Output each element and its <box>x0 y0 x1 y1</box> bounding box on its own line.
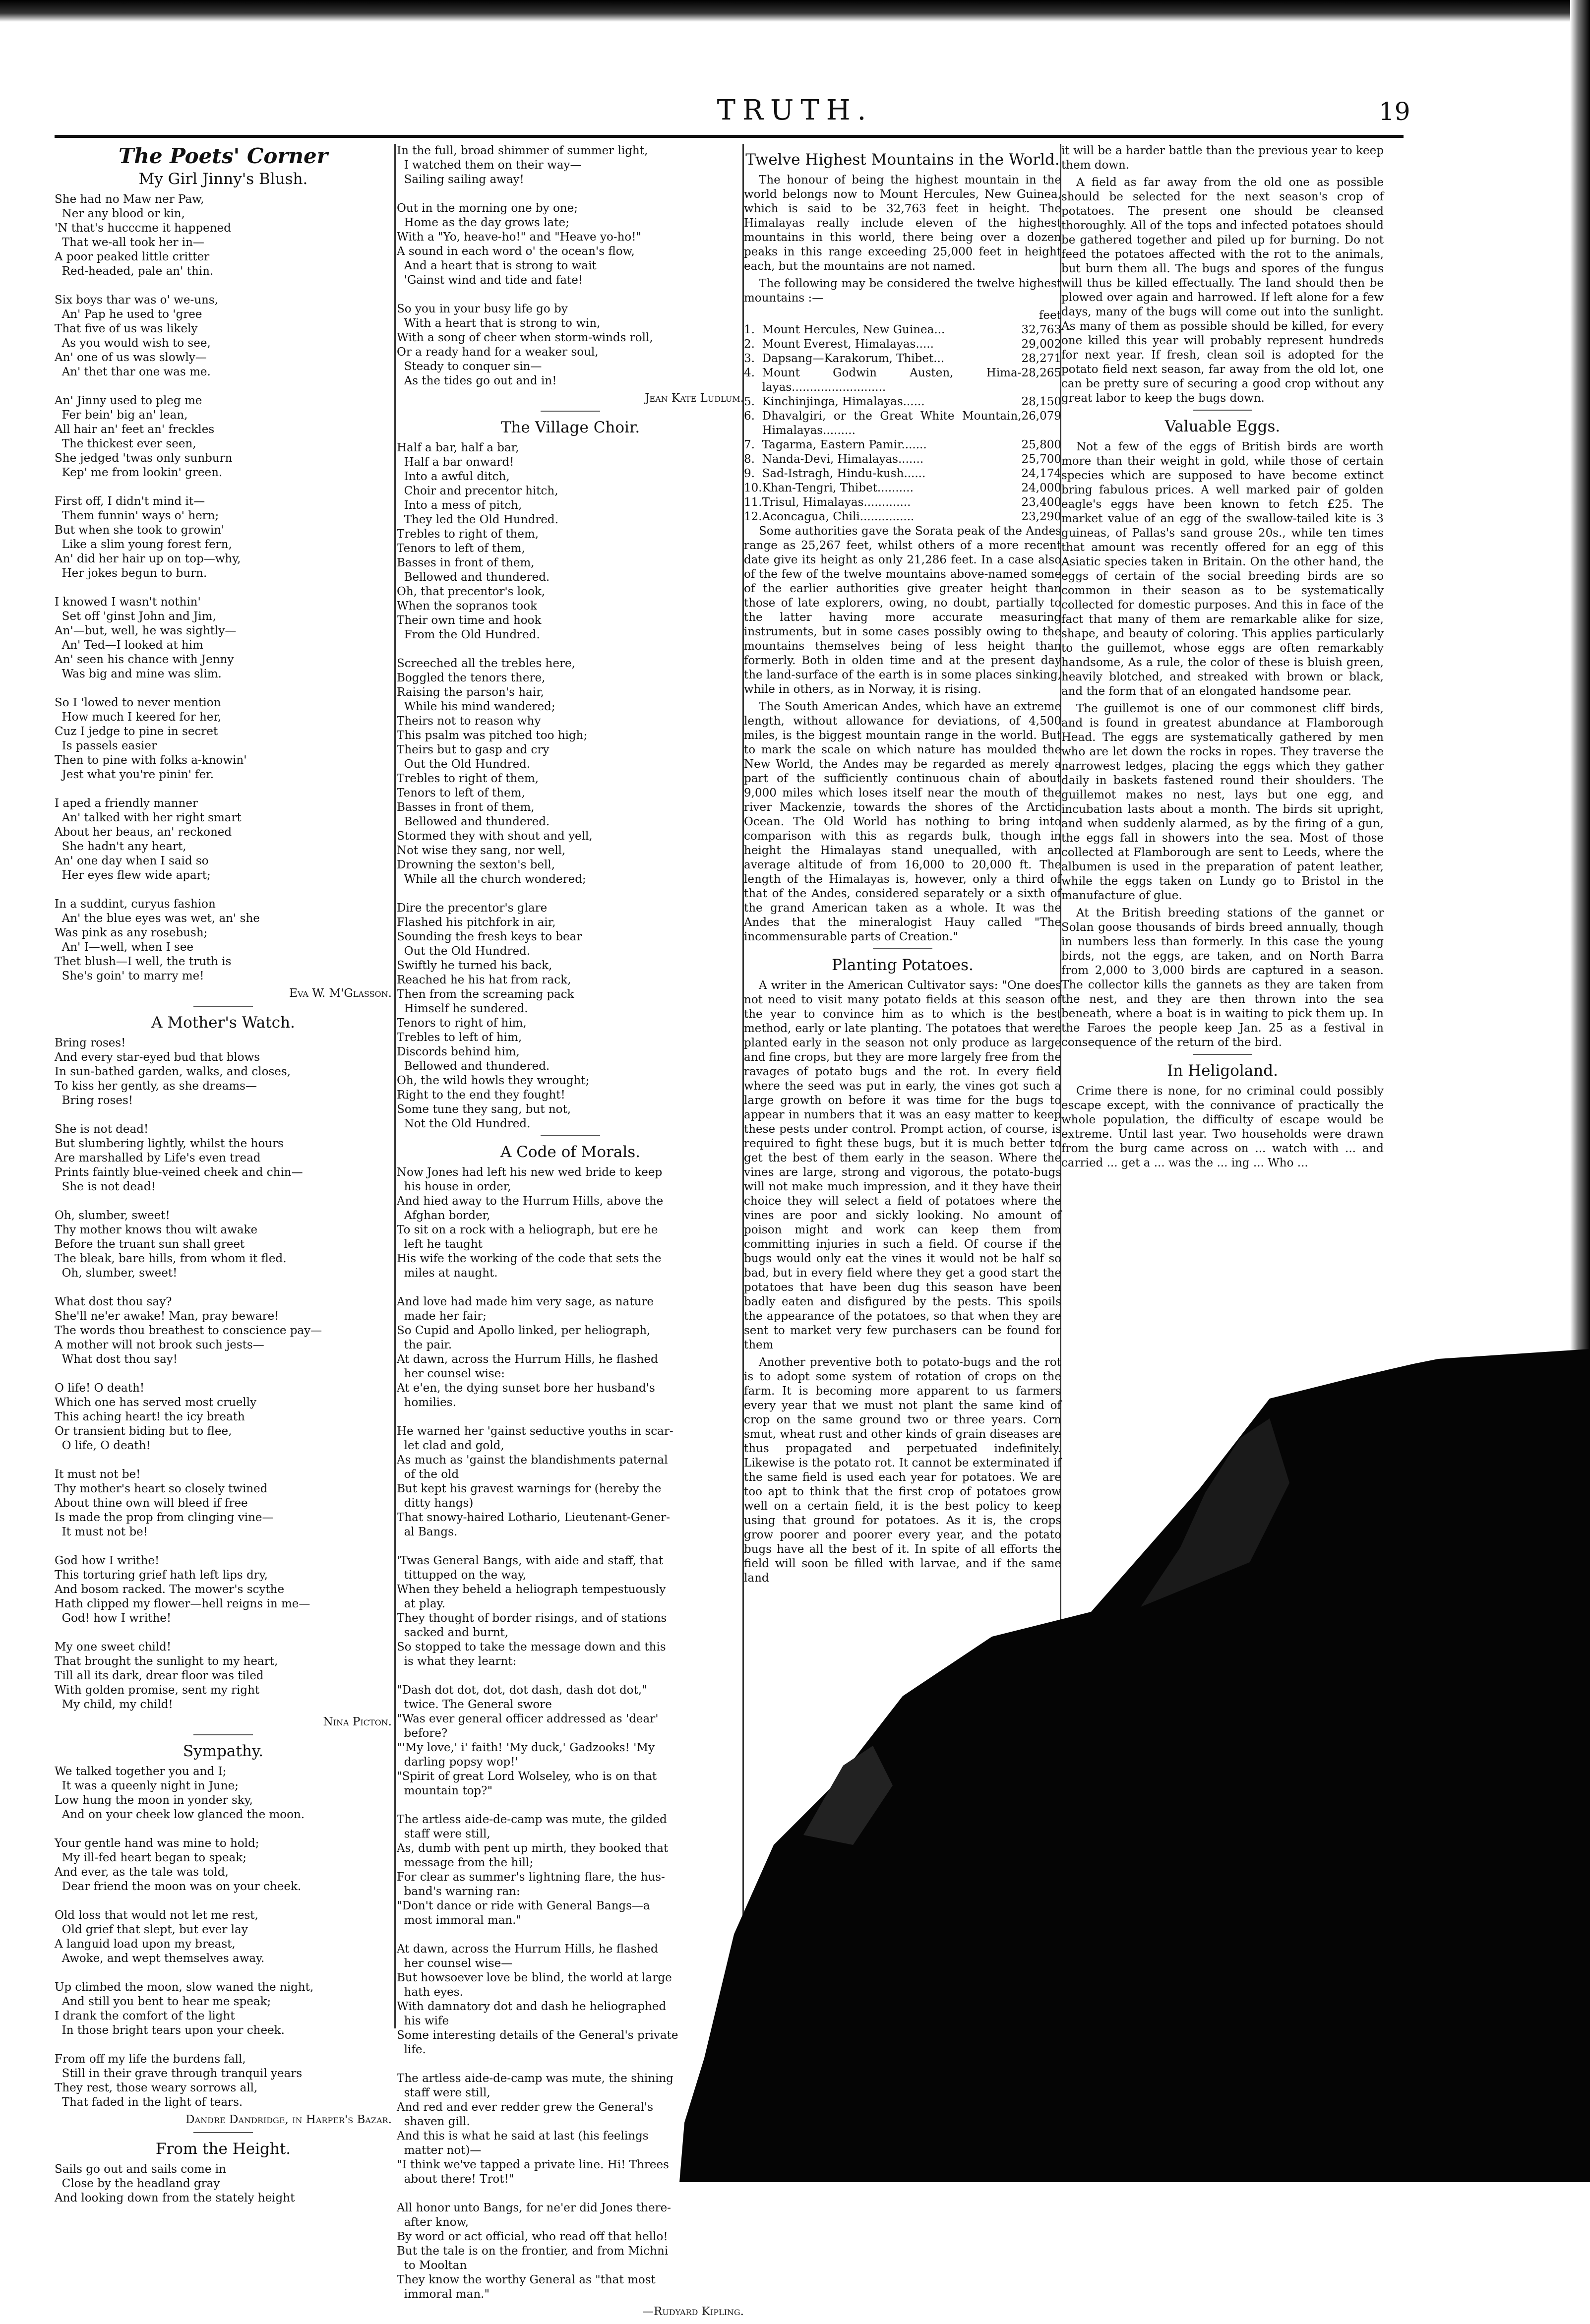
mountain-rank: 5. <box>744 395 755 408</box>
mountain-name: Kinchinjinga, Himalayas...... <box>762 395 925 408</box>
poem-title: My Girl Jinny's Blush. <box>138 170 308 188</box>
mountain-name: Nanda-Devi, Himalayas....... <box>762 453 924 466</box>
table-unit: feet <box>1039 309 1061 322</box>
article-paragraph: Crime there is none, for no criminal could possibly escape except, with the connivance of practically the whole population, the difficulty of escape would be extreme. Until last year. Two households were drawn from the burg came across on ... watch with ... and carried ... get a ... was the ... ing ... Who ... <box>1061 1085 1384 1169</box>
mountain-rank: 11. <box>744 496 762 509</box>
article-paragraph: The honour of being the highest mountain in the world belongs now to Mount Hercules, New Guinea, which is said to be 32,763 feet in height. The Himalayas really include eleven of the highest mountains in this world, there being over a dozen peaks in this range exceeding 25,000 feet in height each, but the mountains are not named. <box>744 174 1061 273</box>
poem-author: Dandre Dandridge, in Harper's Bazar. <box>185 2113 392 2126</box>
mountain-rank: 7. <box>744 438 755 451</box>
mountain-height: 24,174 <box>1021 467 1061 480</box>
article-title: Twelve Highest Mountains in the World. <box>745 151 1060 169</box>
mountain-height: 25,800 <box>1021 438 1061 451</box>
article-title: In Heligoland. <box>1167 1062 1278 1080</box>
article-paragraph: The following may be considered the twelve highest mountains :— <box>744 277 1061 305</box>
mountain-name: Khan-Tengri, Thibet.......... <box>762 482 914 494</box>
mountain-name: Aconcagua, Chili............... <box>762 510 915 523</box>
poem-body: She had no Maw ner Paw, Ner any blood or kin, 'N that's hucccme it happened That we-all took her in— A poor peaked little critter Red-headed, pale an' thin. Six boys thar was o' we-uns, An' Pap he used to 'gree That five of us was likely As you would wish to see, An' one of us was slowly— An' thet thar one was me. An' Jinny used to pleg me Fer bein' big an' lean, All hair an' feet an' freckles The thickest ever seen, She jedged 'twas only sunburn Kep' me from lookin' green. First off, I didn't mind it— Them funnin' ways o' hern; But when she took to growin' Like a slim young forest fern, An' did her hair up on top—why, Her jokes begun to burn. I knowed I wasn't nothin' Set off 'ginst John and Jim, An'—but, well, he was sightly— An' Ted—I looked at him An' seen his chance with Jenny Was big and mine was slim. So I 'lowed to never mention How much I keered for her, Cuz I jedge to pine in secret Is passels easier Then to pine with folks a-knowin' Jest what you're pinin' fer. I aped a friendly manner An' talked with her right smart About her beaus, an' reckoned She hadn't any heart, An' one day when I said so Her eyes flew wide apart; In a suddint, curyus fashion An' the blue eyes was wet, an' she Was pink as any rosebush; An' I—well, when I see Thet blush—I well, the truth is She's goin' to marry me! <box>55 193 260 982</box>
poem-body: Sails go out and sails come in Close by the headland gray And looking down from the stately height <box>55 2163 295 2204</box>
article-paragraph: The South American Andes, which have an extreme length, without allowance for deviations, of 4,500 miles, is the biggest mountain range in the world. But to mark the scale on which nature has moulded the New World, the Andes may be regarded as merely a part of the sufficiently continuous chain of about 9,000 miles which loses itself near the mouth of the river Mackenzie, towards the shores of the Arctic Ocean. The Old World has nothing to bring into comparison with this as regards bulk, though in height the Himalayas stand unequalled, with an average altitude of from 16,000 to 20,000 ft. The length of the Himalayas is, however, only a third of that of the Andes, considered separately or a sixth of the grand American taken as a whole. It was the Andes that the mineralogist Hauy called "The incommensurable parts of Creation." <box>744 700 1061 943</box>
poem-author: Eva W. M'Glasson. <box>289 987 392 1000</box>
article-paragraph: Another preventive both to potato-bugs and the rot is to adopt some system of rotation of crops on the farm. It is becoming more apparent to us farmers every year that we must not plant the same kind of crop on the same ground two or three years. Corn smut, wheat rust and other kinds of grain diseases are thus propagated and perpetuated indefinitely. Likewise is the potato rot. It cannot be exterminated if the same field is used each year for potatoes. We are too apt to think that the first crop of potatoes grow well on a certain field, it is the best policy to keep using that ground for potatoes. As it is, the crops grow poorer and poorer every year, and the potato bugs have all the best of it. In spite of all efforts the field will soon be filled with larvae, and if the same land <box>744 1356 1061 1585</box>
mountain-rank: 10. <box>744 482 762 494</box>
page-number: 19 <box>1379 97 1410 126</box>
mountain-height: 26,079 <box>1021 410 1061 423</box>
article-paragraph: it will be a harder battle than the previous year to keep them down. <box>1061 144 1384 172</box>
mountain-height: 23,290 <box>1021 510 1061 523</box>
mountain-height: 28,271 <box>1021 352 1061 365</box>
mountain-name: Tagarma, Eastern Pamir....... <box>762 438 927 451</box>
poem-title: The Village Choir. <box>500 419 640 436</box>
mountain-rank: 3. <box>744 352 755 365</box>
mountain-height: 25,700 <box>1021 453 1061 466</box>
mountain-rank: 2. <box>744 338 755 351</box>
mountain-rank: 8. <box>744 453 755 466</box>
mountain-height: 32,763 <box>1021 323 1061 336</box>
mountain-rank: 4. <box>744 367 755 379</box>
mountain-height: 28,265 <box>1021 367 1061 379</box>
article-title: Valuable Eggs. <box>1164 418 1281 435</box>
poem-author: Nina Picton. <box>323 1715 392 1728</box>
mountain-rank: 12. <box>744 510 762 523</box>
article-paragraph: At the British breeding stations of the gannet or Solan goose thousands of birds breed annually, though in numbers less than formerly. In this case the young birds, not the eggs, are taken, and on North Barra from 2,000 to 3,000 birds are captured in a season. The collector kills the gannets as they are taken from the nest, and they are then thrown into the sea beneath, where a boat is in waiting to pick them up. In the Faroes the people keep Jan. 25 as a festival in consequence of the return of the bird. <box>1061 907 1384 1049</box>
mountain-height: 28,150 <box>1021 395 1061 408</box>
mountain-rank: 6. <box>744 410 755 423</box>
mountain-rank: 1. <box>744 323 755 336</box>
article-paragraph: Some authorities gave the Sorata peak of the Andes range as 25,267 feet, whilst others of a more recent date give its height as only 21,286 feet. In a case also of the few of the twelve mountains above-named some of the earlier authorities give greater height than those of late explorers, owing, no doubt, partially to the latter having more accurate measuring instruments, but in some cases possibly owing to the mountains themselves being of less height than formerly. Both in olden time and at the present day the land-surface of the earth is in some places sinking, while in others, as in Norway, it is rising. <box>744 525 1061 696</box>
poem-body: In the full, broad shimmer of summer light, I watched them on their way— Sailing sailing away! Out in the morning one by one; Home as the day grows late; With a "Yo, heave-ho!" and "Heave yo-ho!" A sound in each word o' the ocean's flow, And a heart that is strong to wait 'Gainst wind and tide and fate! So you in your busy life go by With a heart that is strong to win, With a song of cheer when storm-winds roll, Or a ready hand for a weaker soul, Steady to conquer sin— As the tides go out and in! <box>397 144 653 387</box>
poem-title: From the Height. <box>155 2140 291 2158</box>
mountain-name: Mount Godwin Austen, Hima-layas.......................... <box>762 367 1022 394</box>
mountain-name: Sad-Istragh, Hindu-kush...... <box>762 467 926 480</box>
article-title: Planting Potatoes. <box>832 956 974 974</box>
poem-title: A Code of Morals. <box>500 1143 641 1161</box>
article-paragraph: A field as far away from the old one as possible should be selected for the next season's crop of potatoes. The present one should be cleansed thoroughly. All of the tops and infected potatoes should be gathered together and piled up for burning. Do not feed the potatoes affected with the rot to the animals, but burn them all. The bugs and spores of the fungus will thus be killed effectually. The land should then be plowed over again and harrowed. If left alone for a few days, many of the bugs will come out into the sunlight. As many of them as possible should be killed, for every one killed this year will probably represent hundreds for next year. If fresh, clean soil is adopted for the potato field next season, far away from the old lot, one can be pretty sure of securing a good crop without any great labor to keep the bugs down. <box>1061 176 1384 405</box>
mountain-name: Dapsang—Karakorum, Thibet... <box>762 352 945 365</box>
poem-body: Now Jones had left his new wed bride to keep his house in order, And hied away to the Hurrum Hills, above the Afghan border, To sit on a rock with a heliograph, but ere he left he taught His wife the working of the code that sets the miles at naught. And love had made him very sage, as nature made her fair; So Cupid and Apollo linked, per heliograph, the pair. At dawn, across the Hurrum Hills, he flashed her counsel wise: At e'en, the dying sunset bore her husband's homilies. He warned her 'gainst seductive youths in scar- let clad and gold, As much as 'gainst the blandishments paternal of the old But kept his gravest warnings for (hereby the ditty hangs) That snowy-haired Lothario, Lieutenant-Gener- al Bangs. 'Twas General Bangs, with aide and staff, that tittupped on the way, When they beheld a heliograph tempestuously at play. They thought of border risings, and of stations sacked and burnt, So stopped to take the message down and this is what they learnt: "Dash dot dot, dot, dot dash, dash dot dot," twice. The General swore "Was ever general officer addressed as 'dear' before? "'My love,' i' faith! 'My duck,' Gadzooks! 'My darling popsy wop!' "Spirit of great Lord Wolseley, who is on that mountain top?" The artless aide-de-camp was mute, the gilded staff were still, As, dumb with pent up mirth, they booked that message from the hill; For clear as summer's lightning flare, the hus- band's warning ran: "Don't dance or ride with General Bangs—a most immoral man." At dawn, across the Hurrum Hills, he flashed her counsel wise— But howsoever love be blind, the world at large hath eyes. With damnatory dot and dash he heliographed his wife Some interesting details of the General's private life. The artless aide-de-camp was mute, the shining staff were still, And red and ever redder grew the General's shaven gill. And this is what he said at last (his feelings matter not)— "I think we've tapped a private line. Hi! Threes about there! Trot!" All honor unto Bangs, for ne'er did Jones there- after know, By word or act official, who read off that hello! But the tale is on the frontier, and from Michni to Mooltan They know the worthy General as "that most immoral man." <box>397 1166 678 2301</box>
section-heading: The Poets' Corner <box>119 144 328 168</box>
article-paragraph: Not a few of the eggs of British birds are worth more than their weight in gold, while those of certain species which are supposed to have become extinct bring fabulous prices. A well marked pair of golden eagle's eggs have been known to fetch £25. The market value of an egg of the swallow-tailed kite is 3 guineas, of Pallas's sand grouse 20s., while ten times that amount was recently offered for an egg of this Asiatic species taken in Britain. On the other hand, the eggs of certain of the social breeding birds are so common in their season as to be systematically collected for domestic purposes. And this in face of the fact that many of them are remarkable alike for size, shape, and beauty of coloring. This applies particularly to the guillemot, whose eggs are often remarkably handsome, As a rule, the color of these is bluish green, heavily blotched, and streaked with brown or black, and the form that of an elongated handsome pear. <box>1061 440 1384 698</box>
mountain-rank: 9. <box>744 467 755 480</box>
mountain-name: Trisul, Himalayas............. <box>762 496 911 509</box>
poem-author: Jean Kate Ludlum. <box>645 392 744 405</box>
poem-title: A Mother's Watch. <box>151 1014 295 1032</box>
mountain-name: Mount Hercules, New Guinea... <box>762 323 945 336</box>
article-paragraph: A writer in the American Cultivator says: "One does not need to visit many potato fields at this season of the year to convince him as to which is the best method, early or late planting. The potatoes that were planted early in the season not only produce as large and fine crops, but they are more largely free from the ravages of potato bugs and the rot. In every field where the seed was put in early, the vines got such a large growth on before it was time for the bugs to appear in numbers that it was an easy matter to keep these pests under control. Prompt action, of course, is required to fight these bugs, but it is much better to get the best of them early in the season. Where the vines are large, strong and vigorous, the potato-bugs will not make much impression, and it they have their choice they will select a field of potatoes where the vines are poor and sickly looking. No amount of poison might and work can keep them from committing injuries in such a field. Of course if the bugs would only eat the vines it would not be half so bad, but in every field where they get a good start the potatoes that have been dug this season have been badly eaten and disfigured by the pests. This spoils the appearance of the potatoes, so that when they are sent to market very few purchasers can be found for them <box>744 979 1062 1351</box>
poem-body: Bring roses! And every star-eyed bud that blows In sun-bathed garden, walks, and closes, To kiss her gently, as she dreams— Bring roses! She is not dead! But slumbering lightly, whilst the hours Are marshalled by Life's even tread Prints faintly blue-veined cheek and chin— She is not dead! Oh, slumber, sweet! Thy mother knows thou wilt awake Before the truant sun shall greet The bleak, bare hills, from whom it fled. Oh, slumber, sweet! What dost thou say? She'll ne'er awake! Man, pray beware! The words thou breathest to conscience pay— A mother will not brook such jests— What dost thou say! O life! O death! Which one has served most cruelly This aching heart! the icy breath Or transient biding but to flee, O life, O death! It must not be! Thy mother's heart so closely twined About thine own will bleed if free Is made the prop from clinging vine— It must not be! God how I writhe! This torturing grief hath left lips dry, And bosom racked. The mower's scythe Hath clipped my flower—hell reigns in me— God! how I writhe! My one sweet child! That brought the sunlight to my heart, Till all its dark, drear floor was tiled With golden promise, sent my right My child, my child! <box>55 1037 322 1711</box>
poem-body: We talked together you and I; It was a queenly night in June; Low hung the moon in yonder sky, And on your cheek low glanced the moon. Your gentle hand was mine to hold; My ill-fed heart began to speak; And ever, as the tale was told, Dear friend the moon was on your cheek. Old loss that would not let me rest, Old grief that slept, but ever lay A languid load upon my breast, Awoke, and wept themselves away. Up climbed the moon, slow waned the night, And still you bent to hear me speak; I drank the comfort of the light In those bright tears upon your cheek. From off my life the burdens fall, Still in their grave through tranquil years They rest, those weary sorrows all, That faded in the light of tears. <box>55 1765 314 2109</box>
poem-body: Half a bar, half a bar, Half a bar onward! Into a awful ditch, Choir and precentor hitch, Into a mess of pitch, They led the Old Hundred. Trebles to right of them, Tenors to left of them, Basses in front of them, Bellowed and thundered. Oh, that precentor's look, When the sopranos took Their own time and hook From the Old Hundred. Screeched all the trebles here, Boggled the tenors there, Raising the parson's hair, While his mind wandered; Theirs not to reason why This psalm was pitched too high; Theirs but to gasp and cry Out the Old Hundred. Trebles to right of them, Tenors to left of them, Basses in front of them, Bellowed and thundered. Stormed they with shout and yell, Not wise they sang, nor well, Drowning the sexton's bell, While all the church wondered; Dire the precentor's glare Flashed his pitchfork in air, Sounding the fresh keys to bear Out the Old Hundred. Swiftly he turned his back, Reached he his hat from rack, Then from the screaming pack Himself he sundered. Tenors to right of him, Trebles to left of him, Discords behind him, Bellowed and thundered. Oh, the wild howls they wrought; Right to the end they fought! Some tune they sang, but not, Not the Old Hundred. <box>397 441 593 1130</box>
poem-author: —Rudyard Kipling. <box>642 2305 744 2318</box>
article-paragraph: The guillemot is one of our commonest cliff birds, and is found in greatest abundance at Flamborough Head. The eggs are systematically gathered by men who are let down the rocks in ropes. They traverse the narrowest ledges, placing the eggs which they gather daily in baskets fastened round their shoulders. The guillemot makes no nest, lays but one egg, and incubation lasts about a month. The birds sit upright, and when suddenly alarmed, as by the firing of a gun, the eggs fall in showers into the sea. Most of those collected at Flamborough are sent to Leeds, where the albumen is used in the preparation of patent leather, while the eggs taken on Lundy go to Bristol in the manufacture of glue. <box>1061 702 1384 902</box>
mountain-height: 29,002 <box>1021 338 1061 351</box>
poem-title: Sympathy. <box>183 1742 264 1760</box>
mountain-name: Mount Everest, Himalayas..... <box>762 338 934 351</box>
mountain-height: 24,000 <box>1021 482 1061 494</box>
mountain-name: Dhavalgiri, or the Great White Mountain, Himalayas......... <box>762 410 1022 437</box>
mountain-height: 23,400 <box>1021 496 1061 509</box>
masthead-title: TRUTH. <box>717 94 873 126</box>
